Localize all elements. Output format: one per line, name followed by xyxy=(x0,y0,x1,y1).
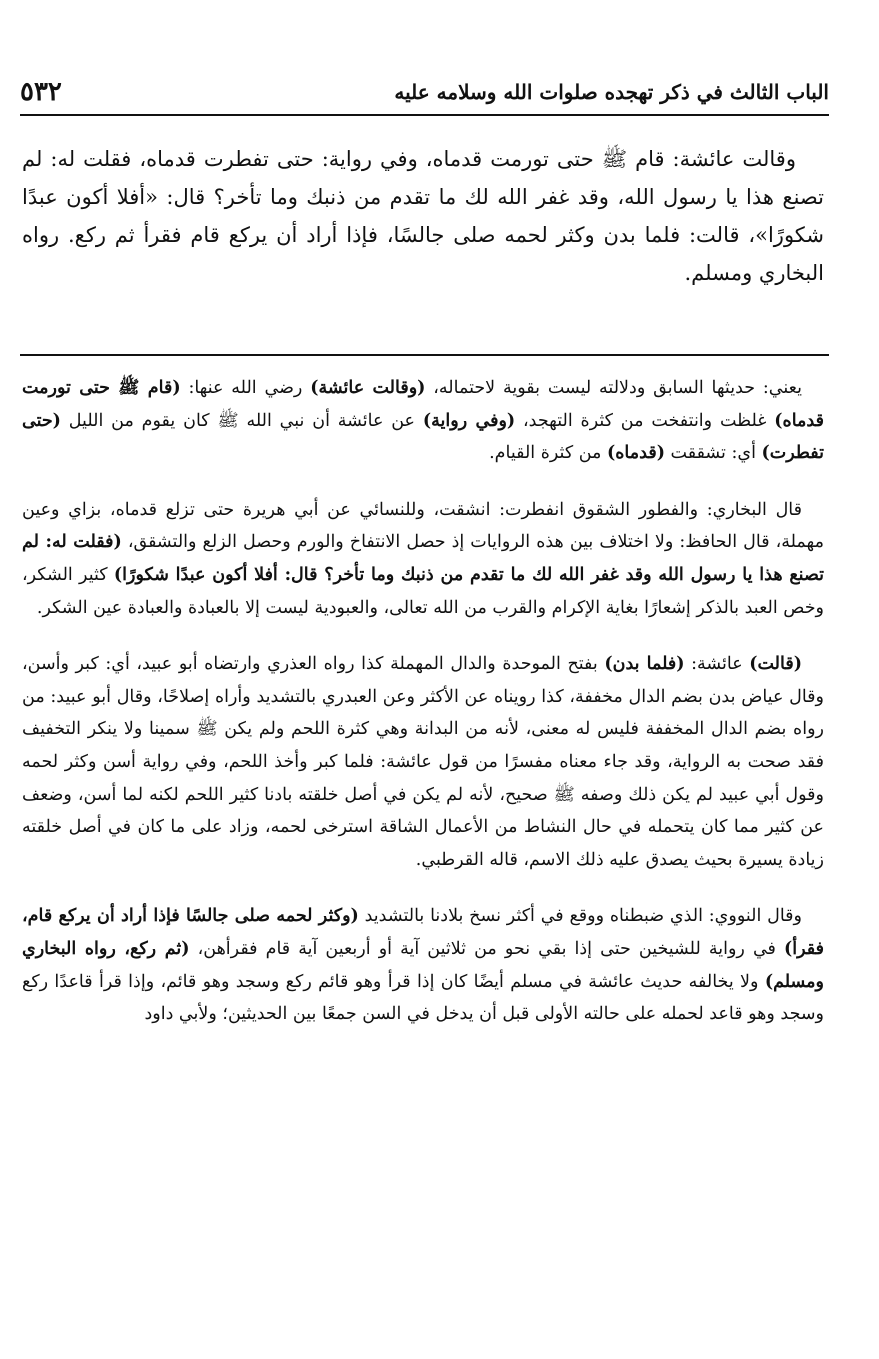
bold-quote-run: (قدماه) xyxy=(606,443,665,464)
hadith-text xyxy=(22,140,824,292)
running-title: الباب الثالث في ذكر تهجده صلوات الله وسلامه عليه xyxy=(394,80,829,104)
bold-quote-run: (وقالت عائشة) xyxy=(310,378,426,398)
header-rule xyxy=(20,114,829,116)
commentary-paragraph-1 xyxy=(22,372,824,470)
text-run: غلظت وانتفخت من كثرة التهجد، xyxy=(515,410,775,431)
text-run: من كثرة القيام. xyxy=(489,443,607,464)
text-run: في رواية للشيخين حتى إذا بقي نحو من ثلاثين آية أو أربعين آية قام فقرأهن، xyxy=(189,938,784,959)
page-header xyxy=(20,74,829,110)
text-run: أي: تشققت xyxy=(664,443,762,464)
bold-quote-run: (وفي رواية) xyxy=(422,410,516,431)
text-run: يعني: حديثها السابق ودلالته ليست بقوية لاحتماله، xyxy=(425,378,802,398)
bold-quote-run: (وكثر لحمه صلى جالسًا فإذا أراد أن يركع قام، فقرأ) xyxy=(22,906,824,959)
commentary xyxy=(22,372,824,1055)
text-run: بفتح الموحدة والدال المهملة كذا رواه العذري وارتضاه أبو عبيد، أي: كبر وأسن، وقال عياض بدن بضم الدال مخففة، كذا رويناه عن الأكثر وعن العبدري بالتشديد وأراه إصلاحًا، وقال أبو عبيد: من رواه بضم الدال المخففة فليس له معنى، لأنه من البدانة وهي كثرة اللحم ولم يكن ﷺ سمينا ولا ينكر التخفيف فقد صحت به الرواية، وقد جاء معناه مفسرًا من قول عائشة: فلما كبر وأخذ اللحم، وفي رواية أسن وكثر لحمه وقول أبي عبيد لم يكن ذلك وصفه ﷺ صحيح، لأنه لم يكن في أصل خلقته بادنا كثير اللحم لكنه لما أسن، وضعف عن كثير مما كان يتحمله في حال النشاط من الأعمال الشاقة استرخى لحمه، وزاد على ما كان في أصل خلقته زيادة يسيرة بحيث يصدق عليه ذلك الاسم، قاله القرطبي. xyxy=(22,654,824,870)
bold-quote-run: (فقلت له: لم تصنع هذا يا رسول الله وقد غفر الله لك ما تقدم من ذنبك وما تأخر؟ قال: أفلا أكون عبدًا شكورًا) xyxy=(22,532,824,585)
commentary-paragraph-3 xyxy=(22,648,824,876)
text-run: عائشة: xyxy=(684,654,750,675)
bold-quote-run: (قام ﷺ حتى تورمت قدماه) xyxy=(22,378,824,431)
commentary-paragraph-4 xyxy=(22,900,824,1030)
text-run: ولا يخالفه حديث عائشة في مسلم أيضًا كان إذا قرأ وهو قائم ركع وسجد وهو قائم، وإذا قرأ قاعدًا ركع وسجد وهو قاعد لحمله على حالته الأولى قبل أن يدخل في السن جمعًا بين الحديثين؛ ولأبي داود xyxy=(22,971,824,1025)
bold-quote-run: (ثم ركع، رواه البخاري ومسلم) xyxy=(22,938,824,992)
text-run: عن عائشة أن نبي الله ﷺ كان يقوم من الليل xyxy=(60,410,423,431)
page-number: ٥٣٢ xyxy=(20,77,62,107)
footnote-separator-rule xyxy=(20,354,829,356)
text-run: رضي الله عنها: xyxy=(180,378,311,398)
commentary-paragraph-2 xyxy=(22,494,824,624)
bold-quote-run: (قالت) xyxy=(749,654,802,675)
bold-quote-run: (فلما بدن) xyxy=(604,654,685,675)
hadith-paragraph: وقالت عائشة: قام ﷺ حتى تورمت قدماه، وفي رواية: حتى تفطرت قدماه، فقلت له: لم تصنع هذا يا رسول الله، وقد غفر الله لك ما تقدم من ذنبك وما تأخر؟ قال: «أفلا أكون عبدًا شكورًا»، قالت: فلما بدن وكثر لحمه صلى جالسًا، فإذا أراد أن يركع قام فقرأ ثم ركع. رواه البخاري ومسلم. xyxy=(22,147,824,285)
text-run: كثير الشكر، وخص العبد بالذكر إشعارًا بغاية الإكرام والقرب من الله تعالى، والعبودية ليست إلا بالعبادة والعبادة عين الشكر. xyxy=(22,564,824,618)
bold-quote-run: (حتى تفطرت) xyxy=(22,410,824,464)
text-run: قال البخاري: والفطور الشقوق انفطرت: انشقت، وللنسائي عن أبي هريرة حتى تزلع قدماه، بزاي وعين مهملة، قال الحافظ: ولا اختلاف بين هذه الروايات إذ حصل الانتفاخ والورم وحصل الزلع والتشقق، xyxy=(22,499,824,553)
text-run: وقال النووي: الذي ضبطناه ووقع في أكثر نسخ بلادنا بالتشديد xyxy=(358,906,802,927)
